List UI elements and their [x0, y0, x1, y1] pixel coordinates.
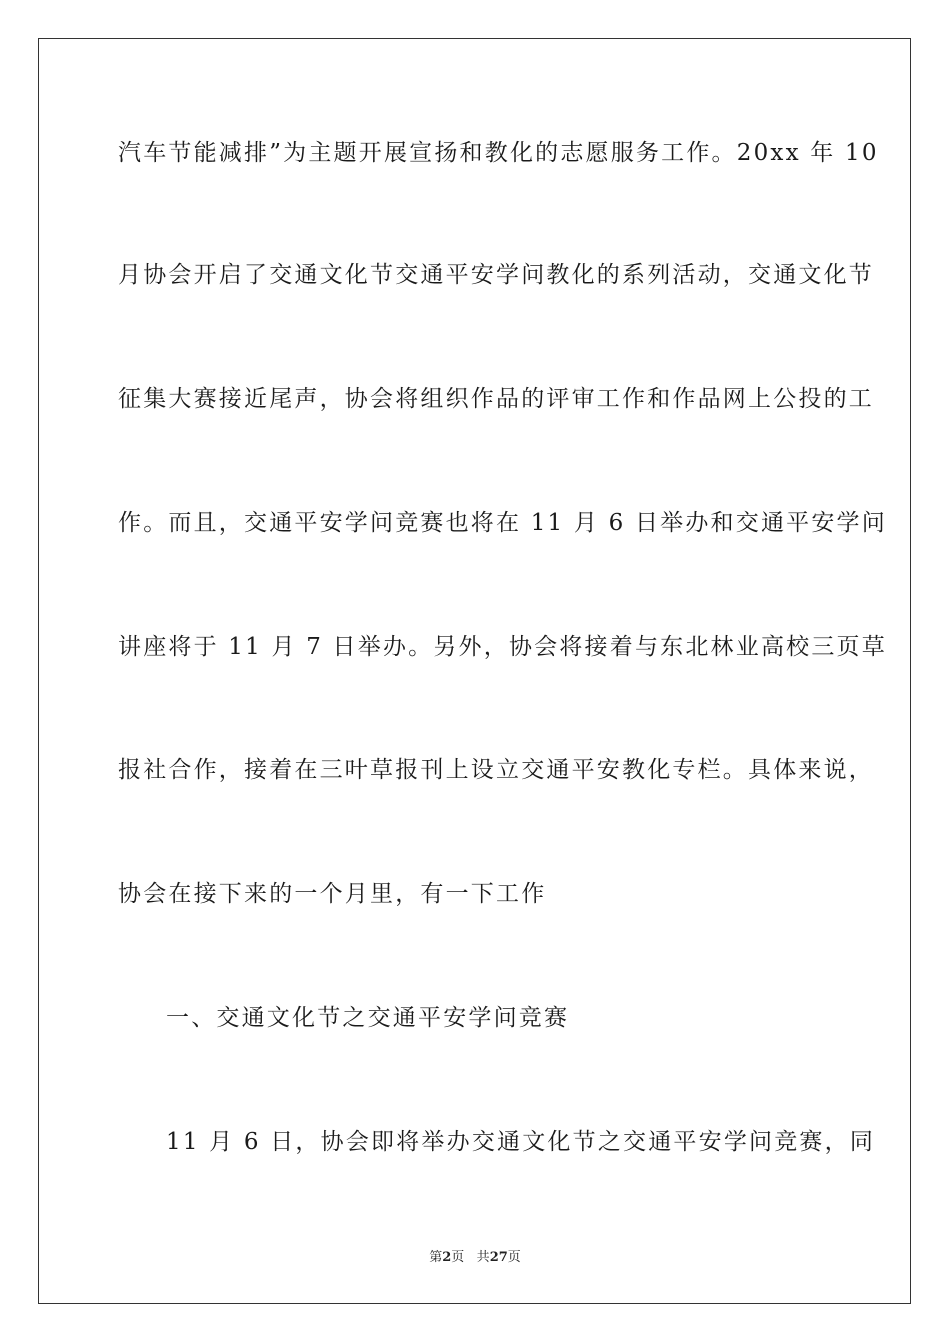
paragraph-line: 月协会开启了交通文化节交通平安学问教化的系列活动，交通文化节	[118, 262, 874, 288]
footer-page-prefix: 第	[429, 1250, 443, 1265]
paragraph-line: 讲座将于 11 月 7 日举办。另外，协会将接着与东北林业高校三页草	[118, 634, 887, 660]
paragraph-line: 报社合作，接着在三叶草报刊上设立交通平安教化专栏。具体来说，	[118, 757, 874, 783]
footer-total-pages: 27	[489, 1250, 508, 1265]
footer-total-suffix: 页	[507, 1250, 521, 1265]
paragraph-line: 作。而且，交通平安学问竞赛也将在 11 月 6 日举办和交通平安学问	[118, 510, 887, 536]
footer-page-suffix: 页	[451, 1250, 465, 1265]
paragraph-line: 协会在接下来的一个月里，有一下工作	[118, 881, 547, 907]
footer-total-prefix: 共	[476, 1250, 490, 1265]
section-heading: 一、交通文化节之交通平安学问竞赛	[166, 1005, 570, 1031]
footer-page-number: 2	[442, 1250, 452, 1265]
paragraph-line: 征集大赛接近尾声，协会将组织作品的评审工作和作品网上公投的工	[118, 386, 874, 412]
paragraph-line: 11 月 6 日，协会即将举办交通文化节之交通平安学问竞赛，同	[166, 1129, 876, 1155]
paragraph-line: 汽车节能减排”为主题开展宣扬和教化的志愿服务工作。20xx 年 10	[118, 140, 879, 166]
page-frame	[38, 38, 911, 1304]
page-footer	[0, 1246, 950, 1265]
